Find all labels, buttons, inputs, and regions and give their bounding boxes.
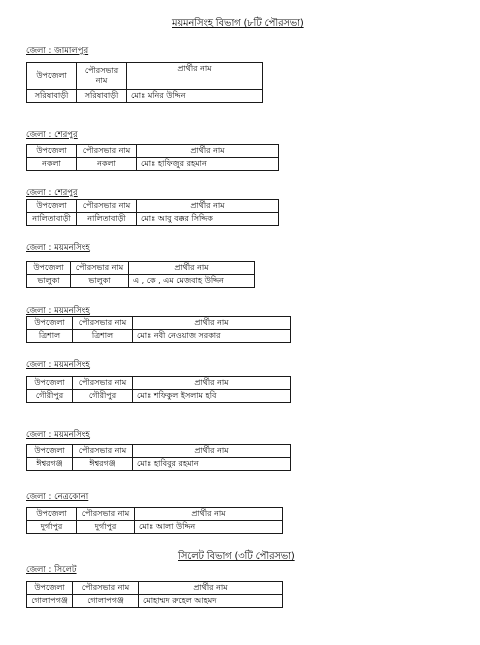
candidate-table xyxy=(26,444,291,471)
header-candidate: প্রার্থীর নাম xyxy=(133,445,291,458)
header-upazila: উপজেলা xyxy=(27,317,73,330)
cell-candidate: মোঃ হাফিজুর রহমান xyxy=(137,158,279,171)
header-pourashava: পৌরসভার নাম xyxy=(77,63,127,90)
cell-candidate: মোঃ মনির উদ্দিন xyxy=(127,90,263,103)
header-candidate: প্রার্থীর নাম xyxy=(137,200,279,213)
district-label: জেলা : ময়মনসিংহ xyxy=(26,360,90,370)
cell-candidate: মোঃ নবী নেওয়াজ সরকার xyxy=(133,330,291,343)
division-heading-sylhet: সিলেট বিভাগ (৩টি পৌরসভা) xyxy=(178,551,295,562)
table-row xyxy=(27,213,279,226)
table-row xyxy=(27,390,291,403)
table-header-row xyxy=(27,377,291,390)
cell-upazila: নকলা xyxy=(27,158,77,171)
district-label: জেলা : শেরপুর xyxy=(26,188,78,198)
table-row xyxy=(27,90,263,103)
candidate-table xyxy=(26,199,279,226)
table-header-row xyxy=(27,145,279,158)
cell-upazila: দুর্গাপুর xyxy=(27,521,77,534)
division-heading-mymensingh: ময়মনসিংহ বিভাগ (৮টি পৌরসভা) xyxy=(172,18,304,29)
header-upazila: উপজেলা xyxy=(27,262,71,275)
table-row xyxy=(27,458,291,471)
table-header-row xyxy=(27,317,291,330)
district-label: জেলা : ময়মনসিংহ xyxy=(26,430,90,440)
cell-candidate: মোঃ আবু বক্কর সিদ্দিক xyxy=(137,213,279,226)
cell-upazila: গোলাপগঞ্জ xyxy=(27,595,73,608)
cell-upazila: ত্রিশাল xyxy=(27,330,73,343)
district-label: জেলা : সিলেট xyxy=(26,565,77,575)
header-candidate: প্রার্থীর নাম xyxy=(135,508,283,521)
cell-pourashava: গোলাপগঞ্জ xyxy=(73,595,139,608)
header-upazila: উপজেলা xyxy=(27,145,77,158)
header-upazila: উপজেলা xyxy=(27,582,73,595)
cell-pourashava: ত্রিশাল xyxy=(73,330,133,343)
cell-pourashava: দুর্গাপুর xyxy=(77,521,135,534)
header-pourashava: পৌরসভার নাম xyxy=(77,145,137,158)
candidate-table xyxy=(26,144,279,171)
header-candidate: প্রার্থীর নাম xyxy=(127,63,263,90)
district-label: জেলা : ময়মনসিংহ xyxy=(26,306,90,316)
cell-pourashava: নকলা xyxy=(77,158,137,171)
candidate-table xyxy=(26,581,283,608)
candidate-table xyxy=(26,316,291,343)
district-label: জেলা : জামালপুর xyxy=(26,46,89,56)
header-upazila: উপজেলা xyxy=(27,445,73,458)
table-row xyxy=(27,275,255,288)
cell-upazila: গৌরীপুর xyxy=(27,390,73,403)
header-candidate: প্রার্থীর নাম xyxy=(133,317,291,330)
header-candidate: প্রার্থীর নাম xyxy=(137,145,279,158)
cell-upazila: সরিষাবাড়ী xyxy=(27,90,77,103)
cell-candidate: এ , কে , এম মেজবাহ উদ্দিন xyxy=(129,275,255,288)
candidate-table xyxy=(26,507,283,534)
candidate-table xyxy=(26,261,255,288)
header-candidate: প্রার্থীর নাম xyxy=(139,582,283,595)
cell-pourashava: ভালুকা xyxy=(71,275,129,288)
header-candidate: প্রার্থীর নাম xyxy=(133,377,291,390)
cell-candidate: মোঃ শফিকুল ইসলাম হবি xyxy=(133,390,291,403)
cell-pourashava: সরিষাবাড়ী xyxy=(77,90,127,103)
cell-pourashava: ঈশ্বরগঞ্জ xyxy=(73,458,133,471)
table-header-row xyxy=(27,582,283,595)
header-pourashava: পৌরসভার নাম xyxy=(71,262,129,275)
candidate-table xyxy=(26,376,291,403)
table-row xyxy=(27,521,283,534)
cell-candidate: মোহাম্মদ রুহেল আহমদ xyxy=(139,595,283,608)
cell-candidate: মোঃ আলা উদ্দিন xyxy=(135,521,283,534)
table-header-row xyxy=(27,63,263,90)
cell-pourashava: গৌরীপুর xyxy=(73,390,133,403)
cell-pourashava: নালিতাবাড়ী xyxy=(77,213,137,226)
table-row xyxy=(27,158,279,171)
header-pourashava: পৌরসভার নাম xyxy=(73,445,133,458)
table-header-row xyxy=(27,508,283,521)
cell-candidate: মোঃ হাবিবুর রহমান xyxy=(133,458,291,471)
header-upazila: উপজেলা xyxy=(27,377,73,390)
district-label: জেলা : শেরপুর xyxy=(26,130,78,140)
district-label: জেলা : ময়মনসিংহ xyxy=(26,243,90,253)
district-label: জেলা : নেত্রকোনা xyxy=(26,492,89,502)
header-pourashava: পৌরসভার নাম xyxy=(73,317,133,330)
header-pourashava: পৌরসভার নাম xyxy=(77,508,135,521)
header-upazila: উপজেলা xyxy=(27,200,77,213)
table-row xyxy=(27,330,291,343)
header-upazila: উপজেলা xyxy=(27,63,77,90)
table-header-row xyxy=(27,262,255,275)
table-header-row xyxy=(27,445,291,458)
table-row xyxy=(27,595,283,608)
table-header-row xyxy=(27,200,279,213)
header-upazila: উপজেলা xyxy=(27,508,77,521)
candidate-table xyxy=(26,62,263,103)
header-pourashava: পৌরসভার নাম xyxy=(77,200,137,213)
header-pourashava: পৌরসভার নাম xyxy=(73,377,133,390)
header-pourashava: পৌরসভার নাম xyxy=(73,582,139,595)
cell-upazila: ঈশ্বরগঞ্জ xyxy=(27,458,73,471)
cell-upazila: ভালুকা xyxy=(27,275,71,288)
header-candidate: প্রার্থীর নাম xyxy=(129,262,255,275)
cell-upazila: নালিতাবাড়ী xyxy=(27,213,77,226)
